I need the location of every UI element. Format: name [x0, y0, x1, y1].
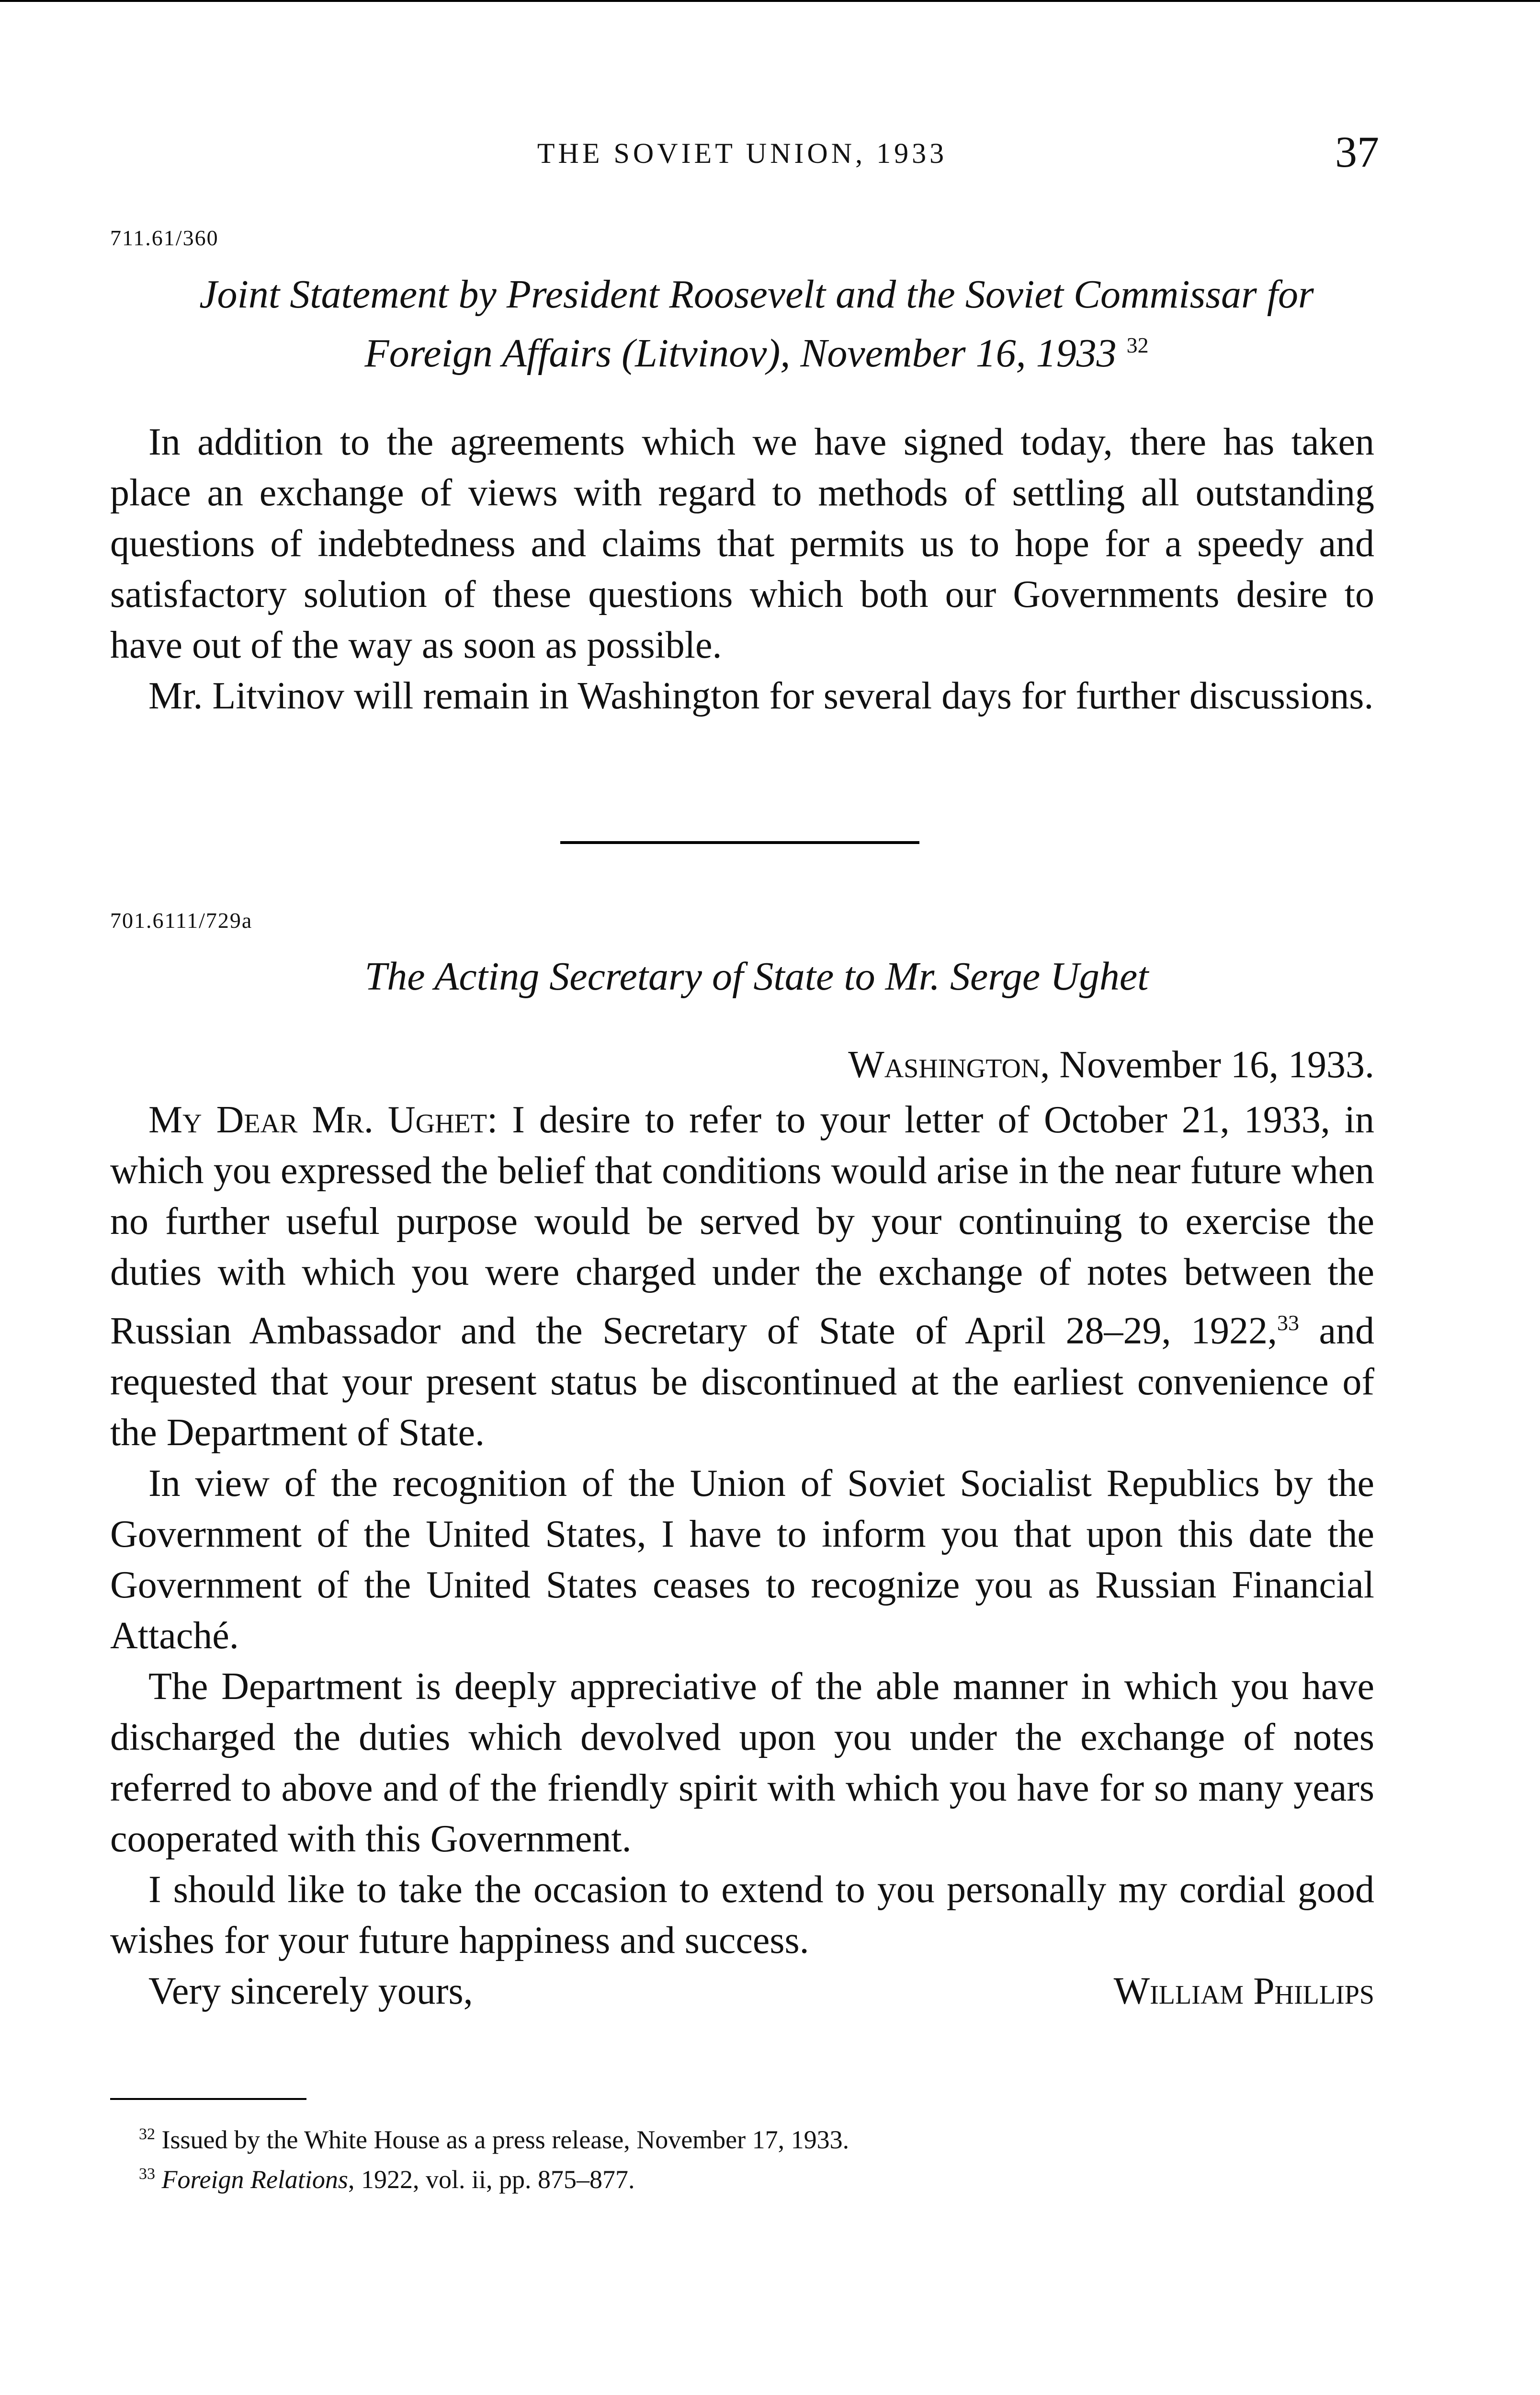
footnote-ref-33: 33 [1277, 1311, 1299, 1335]
running-head: THE SOVIET UNION, 1933 [537, 137, 948, 169]
closing-line [110, 1966, 1374, 2017]
footnote-text: , 1922, vol. ii, pp. 875–877. [348, 2165, 635, 2194]
signature: William Phillips [1113, 1970, 1374, 2012]
footnote-text: Issued by the White House as a press release, November 17, 1933. [161, 2125, 849, 2154]
footnote-33 [110, 2157, 1374, 2197]
file-number-2: 701.6111/729a [110, 908, 253, 933]
dateline [110, 1039, 1374, 1090]
letter-paragraph-text: : I desire to refer to your letter of October 21, 1933, in which you expressed the belief that conditions would arise in the near future when no further useful purpose would be served by your continuing to exercise the duties with which you were charged under the exchange of notes between the Russian Ambassador and the Secretary of State of April 28–29, 1922, [110, 1099, 1374, 1352]
footnote-number: 33 [139, 2165, 155, 2183]
footnote-ref-32: 32 [1126, 333, 1149, 357]
statement-title [110, 269, 1403, 379]
letter-body [110, 1095, 1374, 2017]
letter-paragraph: I should like to take the occasion to extend to you personally my cordial good wishes for your future happiness and success. [110, 1868, 1374, 1962]
dateline-date: , November 16, 1933. [1040, 1044, 1374, 1086]
letter-title: The Acting Secretary of State to Mr. Serge Ughet [364, 954, 1149, 999]
page-header [110, 126, 1379, 179]
salutation: My Dear Mr. Ughet [148, 1099, 487, 1141]
letter-paragraph [110, 1095, 1374, 1458]
footnote-32 [110, 2117, 1374, 2157]
statement-paragraph: Mr. Litvinov will remain in Washington for several days for further discussions. [148, 675, 1374, 717]
letter-paragraph-text-end: and requested that your present status be discontinued at the earliest convenience of the Department of State. [110, 1310, 1374, 1454]
page-number: 37 [1335, 127, 1379, 176]
footnote-divider [110, 2098, 306, 2100]
footnote-number: 32 [139, 2125, 155, 2143]
letter-paragraph: In view of the recognition of the Union of Soviet Socialist Republics by the Government of the United States, I have to inform you that upon this date the Government of the United States ceases to recognize you as Russian Financial Attaché. [110, 1462, 1374, 1657]
statement-paragraph: In addition to the agreements which we have signed today, there has taken place an exchange of views with regard to methods of settling all outstanding questions of indebtedness and claims that permits us to hope for a speedy and satisfactory solution of these questions which both our Governments desire to have out of the way as soon as possible. [110, 421, 1374, 666]
footnotes [110, 2117, 1374, 2197]
statement-body [110, 417, 1374, 721]
footnote-source: Foreign Relations [161, 2165, 348, 2194]
statement-title-line2: Foreign Affairs (Litvinov), November 16, 1933 [364, 331, 1117, 376]
section-divider [560, 841, 919, 844]
dateline-place: Washington [848, 1044, 1041, 1086]
top-border-line [0, 0, 1540, 2]
letter-paragraph: The Department is deeply appreciative of the able manner in which you have discharged the duties which devolved upon you under the exchange of notes referred to above and of the friendly spirit with which you have for so many years cooperated with this Government. [110, 1665, 1374, 1860]
statement-title-line1: Joint Statement by President Roosevelt and the Soviet Commissar for [199, 272, 1314, 317]
complimentary-close: Very sincerely yours, [148, 1970, 473, 2012]
file-number-1: 711.61/360 [110, 226, 219, 250]
